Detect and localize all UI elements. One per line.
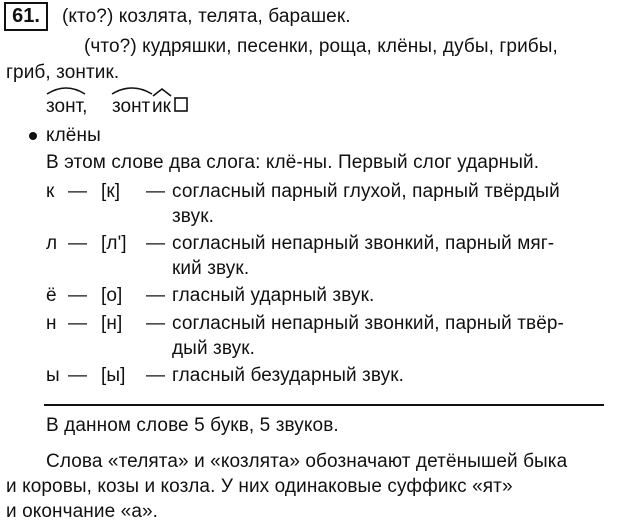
words-what: кудряшки, песенки, роща, клёны, дубы, грибы,	[142, 36, 558, 57]
dash: —	[68, 233, 88, 254]
bullet-icon	[29, 132, 37, 140]
dash: —	[146, 313, 166, 334]
line-what	[84, 35, 558, 59]
summary-line: В данном слове 5 букв, 5 звуков.	[46, 415, 339, 436]
root-arc-icon-2	[112, 88, 152, 94]
conclusion-line-3: и окончание «а».	[6, 501, 159, 522]
ending-box-icon	[175, 98, 187, 111]
dash: —	[146, 285, 166, 306]
conclusion-line-2: и коровы, козы и козла. У них одинаковые суффикс «ят»	[6, 476, 513, 497]
morph-word-1: зонт,	[46, 96, 88, 117]
bullet-word: клёны	[46, 125, 101, 146]
dash: —	[68, 285, 88, 306]
question-who: (кто?)	[62, 6, 114, 27]
syllables-line: В этом слове два слога: клё-ны. Первый слог ударный.	[46, 152, 540, 173]
desc-y: гласный безударный звук.	[172, 365, 405, 386]
dash: —	[146, 365, 166, 386]
conclusion-line-1: Слова «телята» и «козлята» обозначают детёнышей быка	[46, 451, 568, 472]
letter-yo: ё	[46, 285, 57, 306]
question-what: (что?)	[84, 36, 137, 57]
desc-k: согласный парный глухой, парный твёрдый	[172, 181, 560, 202]
letter-y: ы	[46, 365, 60, 386]
suffix-caret-icon	[153, 89, 171, 96]
task-number: 61.	[4, 2, 48, 31]
sound-y: [ы]	[101, 365, 126, 386]
letter-l: л	[46, 233, 58, 254]
desc-l: согласный непарный звонкий, парный мяг-	[172, 233, 555, 254]
desc-n: согласный непарный звонкий, парный твёр-	[172, 313, 564, 334]
dash: —	[146, 181, 166, 202]
desc-yo: гласный ударный звук.	[172, 285, 375, 306]
morph-word-2-suffix: ик	[152, 96, 171, 117]
sound-n: [н]	[101, 313, 123, 334]
dash: —	[68, 365, 88, 386]
morpheme-diagram	[0, 78, 200, 122]
line-what-continued: гриб, зонтик.	[6, 62, 120, 83]
root-arc-icon	[47, 88, 85, 94]
dash: —	[68, 181, 88, 202]
dash: —	[146, 233, 166, 254]
morph-word-2-root: зонт	[112, 96, 151, 117]
sound-yo: [о]	[101, 285, 123, 306]
sound-l: [л']	[101, 233, 127, 254]
dash: —	[68, 313, 88, 334]
desc-l-cont: кий звук.	[172, 258, 250, 279]
desc-n-cont: дый звук.	[172, 338, 256, 359]
letter-k: к	[46, 181, 55, 202]
divider	[44, 404, 604, 406]
line-who	[62, 5, 351, 29]
letter-n: н	[46, 313, 57, 334]
words-who: козлята, телята, барашек.	[118, 6, 351, 27]
sound-k: [к]	[101, 181, 121, 202]
desc-k-cont: звук.	[172, 206, 214, 227]
